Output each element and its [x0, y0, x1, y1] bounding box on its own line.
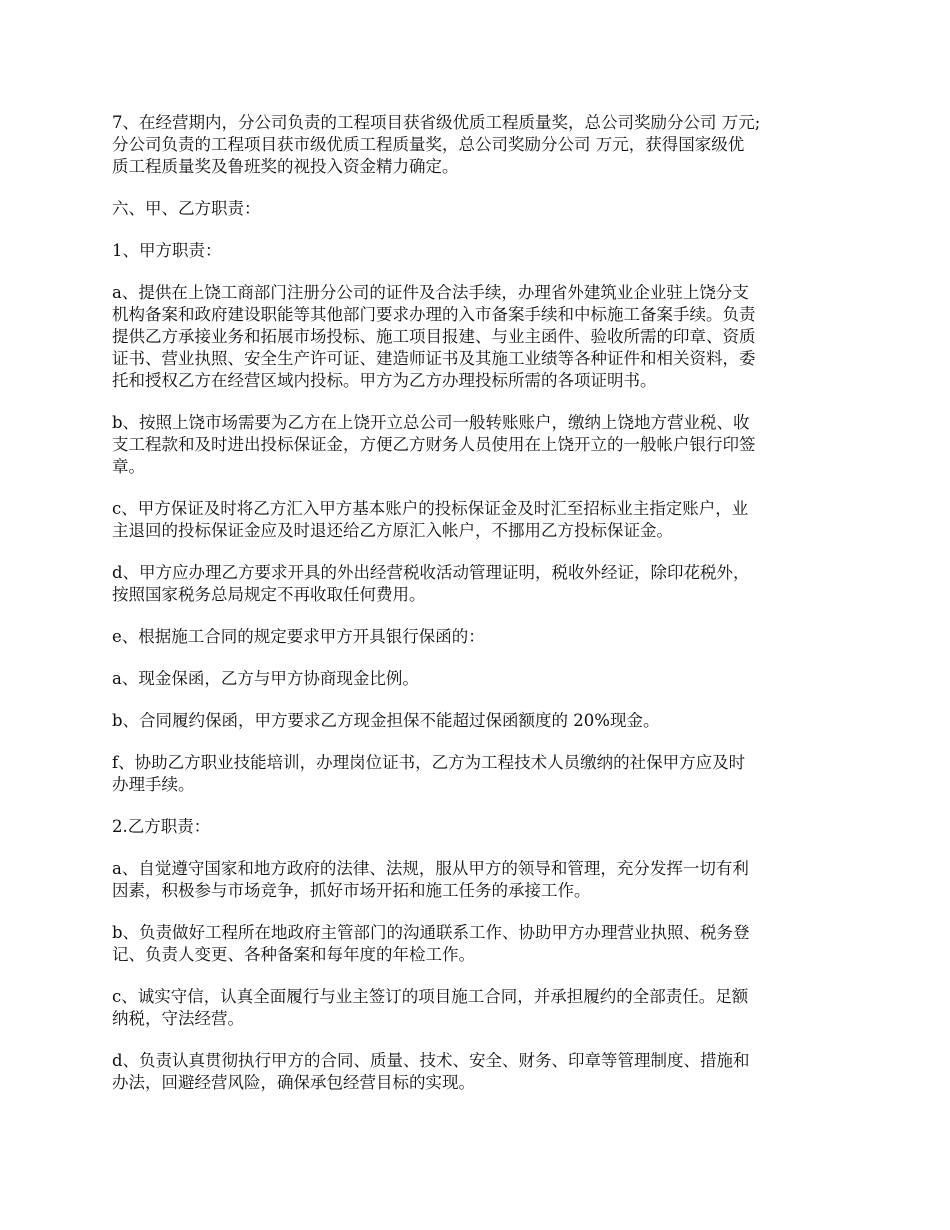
text-line: c、甲方保证及时将乙方汇入甲方基本账户的投标保证金及时汇至招标业主指定账户，业: [112, 499, 749, 518]
text-line: 主退回的投标保证金应及时退还给乙方原汇入帐户，不挪用乙方投标保证金。: [112, 521, 673, 540]
paragraph: [112, 498, 842, 542]
text-line: b、合同履约保函，甲方要求乙方现金担保不能超过保函额度的 20%现金。: [112, 711, 660, 730]
paragraph: [112, 752, 842, 796]
document-body: [112, 112, 842, 1114]
paragraph: [112, 922, 842, 966]
text-line: 办理手续。: [112, 775, 195, 794]
text-line: b、负责做好工程所在地政府主管部门的沟通联系工作、协助甲方办理营业执照、税务登: [112, 923, 750, 942]
text-line: 纳税，守法经营。: [112, 1009, 244, 1028]
paragraph: [112, 858, 842, 902]
paragraph: [112, 710, 842, 732]
text-line: d、负责认真贯彻执行甲方的合同、质量、技术、安全、财务、印章等管理制度、措施和: [112, 1051, 750, 1070]
text-line: a、现金保函，乙方与甲方协商现金比例。: [112, 669, 419, 688]
text-line: a、自觉遵守国家和地方政府的法律、法规，服从甲方的领导和管理，充分发挥一切有利: [112, 859, 749, 878]
text-line: c、诚实守信，认真全面履行与业主签订的项目施工合同，并承担履约的全部责任。足额: [112, 987, 749, 1006]
text-line: 机构备案和政府建设职能等其他部门要求办理的入市备案手续和中标施工备案手续。负责: [112, 305, 756, 324]
paragraph: [112, 816, 842, 838]
paragraph: [112, 282, 842, 392]
paragraph: [112, 198, 842, 220]
text-line: 六、甲、乙方职责：: [112, 199, 261, 218]
text-line: a、提供在上饶工商部门注册分公司的证件及合法手续，办理省外建筑业企业驻上饶分支: [112, 283, 749, 302]
paragraph: [112, 626, 842, 648]
text-line: 托和授权乙方在经营区域内投标。甲方为乙方办理投标所需的各项证明书。: [112, 371, 657, 390]
text-line: 提供乙方承接业务和拓展市场投标、施工项目报建、与业主函件、验收所需的印章、资质: [112, 327, 756, 346]
paragraph: [112, 1050, 842, 1094]
text-line: 记、负责人变更、各种备案和每年度的年检工作。: [112, 945, 475, 964]
text-line: b、按照上饶市场需要为乙方在上饶开立总公司一般转账账户，缴纳上饶地方营业税、收: [112, 413, 750, 432]
text-line: e、根据施工合同的规定要求甲方开具银行保函的：: [112, 627, 485, 646]
paragraph: [112, 562, 842, 606]
text-line: 办法，回避经营风险，确保承包经营目标的实现。: [112, 1073, 475, 1092]
paragraph: [112, 412, 842, 478]
text-line: 1、甲方职责：: [112, 241, 222, 260]
text-line: 因素，积极参与市场竞争，抓好市场开拓和施工任务的承接工作。: [112, 881, 591, 900]
paragraph: [112, 112, 842, 178]
paragraph: [112, 240, 842, 262]
text-line: 2.乙方职责：: [112, 817, 211, 836]
text-line: 质工程质量奖及鲁班奖的视投入资金精力确定。: [112, 157, 459, 176]
text-line: 支工程款和及时进出投标保证金，方便乙方财务人员使用在上饶开立的一般帐户银行印签: [112, 435, 756, 454]
text-line: 7、在经营期内，分公司负责的工程项目获省级优质工程质量奖，总公司奖励分公司 万元;: [112, 113, 761, 132]
text-line: d、甲方应办理乙方要求开具的外出经营税收活动管理证明，税收外经证，除印花税外，: [112, 563, 750, 582]
text-line: 分公司负责的工程项目获市级优质工程质量奖，总公司奖励分公司 万元，获得国家级优: [112, 135, 745, 154]
text-line: 证书、营业执照、安全生产许可证、建造师证书及其施工业绩等各种证件和相关资料，委: [112, 349, 756, 368]
paragraph: [112, 668, 842, 690]
paragraph: [112, 986, 842, 1030]
text-line: 章。: [112, 457, 145, 476]
text-line: f、协助乙方职业技能培训，办理岗位证书，乙方为工程技术人员缴纳的社保甲方应及时: [112, 753, 746, 772]
text-line: 按照国家税务总局规定不再收取任何费用。: [112, 585, 426, 604]
